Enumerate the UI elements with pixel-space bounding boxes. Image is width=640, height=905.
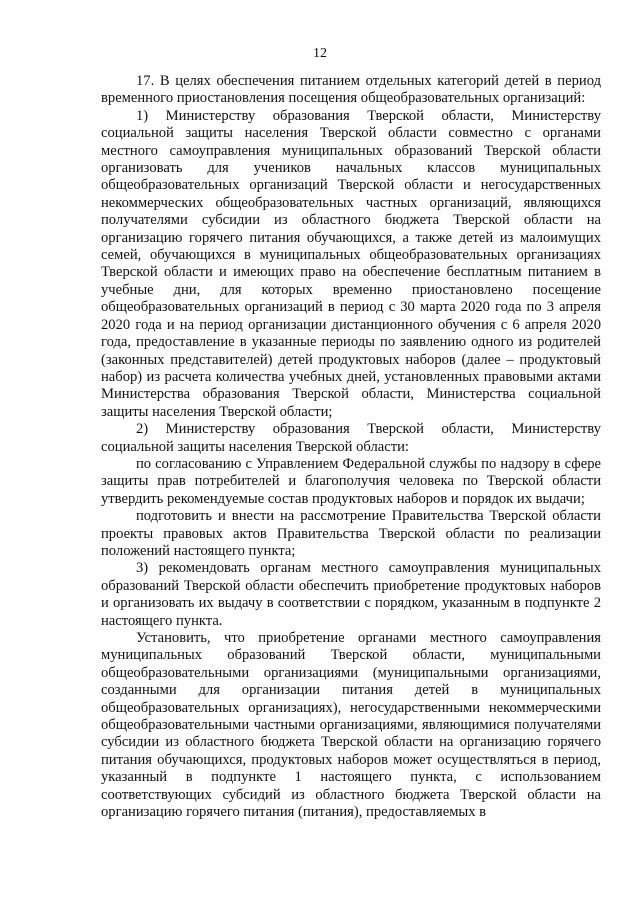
paragraph-subitem-2: 2) Министерству образования Тверской области, Министерству социальной защиты населения Тверской области:	[101, 421, 601, 455]
document-body	[101, 73, 601, 821]
paragraph-establish: Установить, что приобретение органами местного самоуправления муниципальных образований Тверской области, муниципальными общеобразовательными организациями (муниципальными организациями, созданными для организации питания детей в муниципальных общеобразовательных организациях), негосударственными некоммерческими общеобразовательными частными организациями, являющимися получателями субсидии из областного бюджета Тверской области на организацию горячего питания обучающихся, продуктовых наборов может осуществляться в период, указанный в подпункте 1 настоящего пункта, с использованием соответствующих субсидий из областного бюджета Тверской области на организацию горячего питания (питания), предоставляемых в	[101, 630, 601, 821]
paragraph-subitem-1: 1) Министерству образования Тверской области, Министерству социальной защиты населения Тверской области совместно с органами местного самоуправления муниципальных образований Тверской области организовать для учеников начальных классов муниципальных общеобразовательных организаций Тверской области и негосударственных некоммерческих общеобразовательных частных организаций, являющихся получателями субсидии из областного бюджета Тверской области на организацию горячего питания обучающихся, а также детей из малоимущих семей, обучающихся в муниципальных общеобразовательных организациях Тверской области и имеющих право на обеспечение бесплатным питанием в учебные дни, для которых временно приостановлено посещение общеобразовательных организаций в период с 30 марта 2020 года по 3 апреля 2020 года и на период организации дистанционного обучения с 6 апреля 2020 года, предоставление в указанные периоды по заявлению одного из родителей (законных представителей) детей продуктовых наборов (далее – продуктовый набор) из расчета количества учебных дней, установленных правовыми актами Министерства образования Тверской области, Министерства социальной защиты населения Тверской области;	[101, 107, 601, 420]
paragraph-subitem-2-approve: по согласованию с Управлением Федеральной службы по надзору в сфере защиты прав потребителей и благополучия человека по Тверской области утвердить рекомендуемые состав продуктовых наборов и порядок их выдачи;	[101, 455, 601, 507]
paragraph-item-17-intro: 17. В целях обеспечения питанием отдельных категорий детей в период временного приостановления посещения общеобразовательных организаций:	[101, 73, 601, 107]
paragraph-subitem-3: 3) рекомендовать органам местного самоуправления муниципальных образований Тверской области обеспечить приобретение продуктовых наборов и организовать их выдачу в соответствии с порядком, указанным в подпункте 2 настоящего пункта.	[101, 560, 601, 629]
paragraph-subitem-2-prepare: подготовить и внести на рассмотрение Правительства Тверской области проекты правовых актов Правительства Тверской области по реализации положений настоящего пункта;	[101, 508, 601, 559]
page-number: 12	[313, 46, 327, 61]
